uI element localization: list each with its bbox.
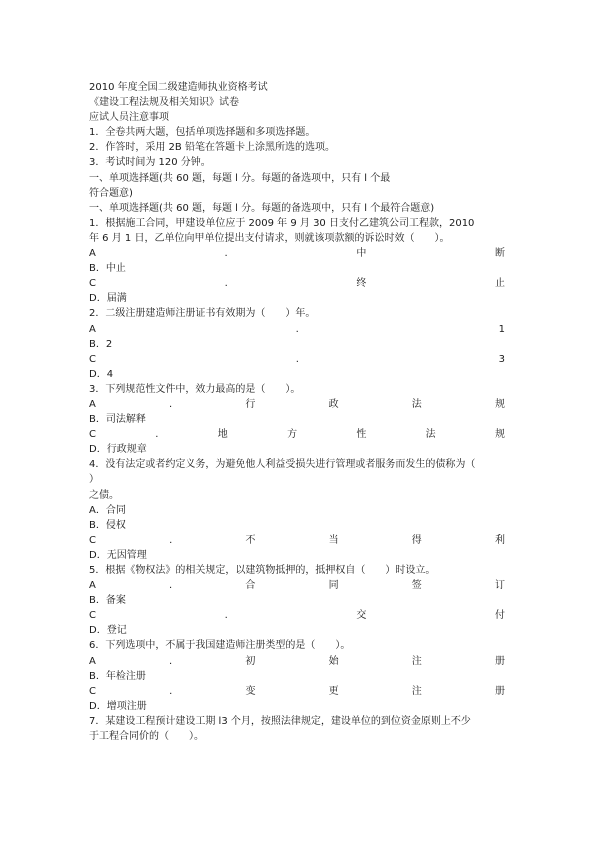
- exam-subject: 《建设工程法规及相关知识》试卷: [89, 97, 239, 109]
- option-c: C . 终 止: [89, 278, 505, 290]
- option-a: A．合同: [89, 504, 126, 516]
- section-title: 符合题意): [89, 187, 133, 199]
- exam-title: 2010 年度全国二级建造师执业资格考试: [89, 82, 268, 93]
- document-body: [89, 80, 505, 744]
- question-stem: ）: [89, 474, 99, 486]
- option-a: A . 合 同 签 订: [89, 580, 505, 592]
- option-d: D．登记: [89, 625, 127, 637]
- notice-heading: 应试人员注意事项: [89, 112, 169, 124]
- option-d: D．行政规章: [89, 444, 147, 456]
- option-c: C . 交 付: [89, 610, 505, 622]
- option-b: B．年检注册: [89, 670, 146, 682]
- option-d: D．增项注册: [89, 700, 147, 712]
- option-a: A . 1: [89, 323, 505, 335]
- option-a: A . 行 政 法 规: [89, 398, 505, 410]
- question-stem: 之债。: [89, 489, 119, 501]
- question-stem: 1．根据施工合同，甲建设单位应于 2009 年 9 月 30 日支付乙建筑公司工程款，2010: [89, 217, 475, 229]
- section-title: 一、单项选择题(共 60 题，每题 l 分。每题的备选项中，只有 l 个最符合题意): [89, 202, 435, 214]
- option-d: D．4: [89, 368, 114, 380]
- option-b: B．中止: [89, 263, 126, 275]
- question-stem: 3．下列规范性文件中，效力最高的是（ ）。: [89, 383, 301, 395]
- option-b: B．司法解释: [89, 414, 146, 426]
- question-stem: 6．下列选项中，不属于我国建造师注册类型的是（ ）。: [89, 640, 351, 652]
- question-stem: 5．根据《物权法》的相关规定，以建筑物抵押的，抵押权自（ ）时设立。: [89, 565, 436, 576]
- question-stem: 7．某建设工程预计建设工期 l3 个月，按照法律规定，建设单位的到位资金原则上不少: [89, 715, 471, 727]
- notice-item: 1．全卷共两大题，包括单项选择题和多项选择题。: [89, 127, 316, 139]
- option-d: D．届满: [89, 293, 127, 305]
- option-a: A . 中 断: [89, 248, 505, 260]
- option-c: C . 3: [89, 353, 505, 365]
- question-stem: 2．二级注册建造师注册证书有效期为（ ）年。: [89, 308, 316, 320]
- notice-item: 3．考试时间为 120 分钟。: [89, 157, 211, 169]
- section-title: 一、单项选择题(共 60 题，每题 l 分。每题的备选项中，只有 l 个最: [89, 172, 391, 184]
- option-d: D．无因管理: [89, 549, 147, 561]
- option-b: B．备案: [89, 595, 126, 607]
- question-stem: 4．没有法定或者约定义务，为避免他人利益受损失进行管理或者服务而发生的债称为（: [89, 459, 476, 471]
- option-b: B．2: [89, 338, 113, 350]
- option-b: B．侵权: [89, 519, 126, 531]
- question-stem: 于工程合同价的（ ）。: [89, 731, 204, 743]
- question-stem: 年 6 月 1 日，乙单位向甲单位提出支付请求，则就该项款额的诉讼时效（ ）。: [89, 232, 450, 244]
- notice-item: 2．作答时，采用 2B 铅笔在答题卡上涂黑所选的选项。: [89, 142, 335, 154]
- option-a: A . 初 始 注 册: [89, 655, 505, 667]
- option-c: C . 不 当 得 利: [89, 534, 505, 546]
- option-c: C . 地 方 性 法 规: [89, 429, 505, 441]
- option-c: C . 变 更 注 册: [89, 685, 505, 697]
